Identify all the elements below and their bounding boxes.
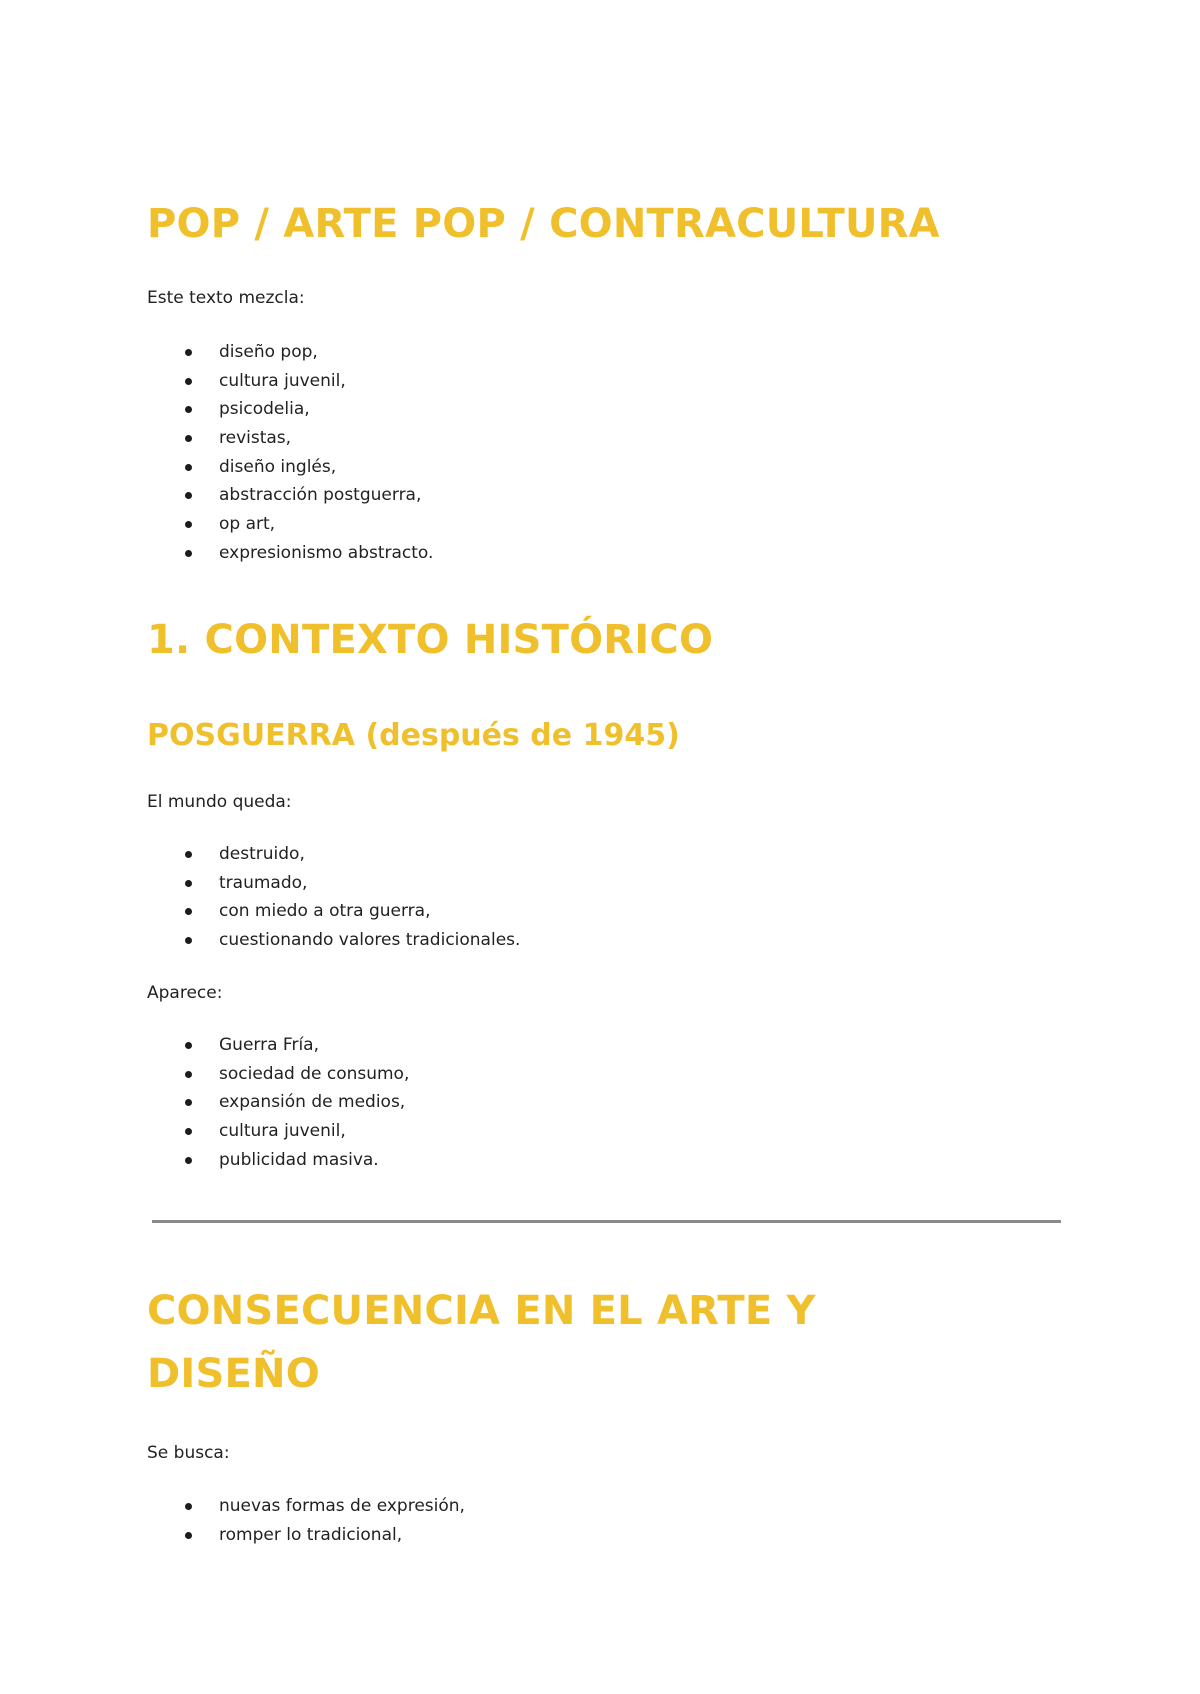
list-item: sociedad de consumo,	[147, 1060, 409, 1089]
list-item: traumado,	[147, 869, 520, 898]
subheading-posguerra: POSGUERRA (después de 1945)	[147, 718, 680, 753]
list-item: publicidad masiva.	[147, 1146, 409, 1175]
bullet-icon	[185, 349, 192, 356]
list-item: psicodelia,	[147, 395, 433, 424]
list-item: con miedo a otra guerra,	[147, 897, 520, 926]
paragraph-se-busca: Se busca:	[147, 1443, 230, 1463]
document-title: POP / ARTE POP / CONTRACULTURA	[147, 201, 940, 247]
bullet-icon	[185, 1157, 192, 1164]
bullet-icon	[185, 1099, 192, 1106]
bullet-icon	[185, 1503, 192, 1510]
list-item: abstracción postguerra,	[147, 481, 433, 510]
list-item: destruido,	[147, 840, 520, 869]
bullet-icon	[185, 937, 192, 944]
bullet-icon	[185, 908, 192, 915]
list-item: expresionismo abstracto.	[147, 539, 433, 568]
section-heading-consecuencia-line2: DISEÑO	[147, 1351, 320, 1397]
intro-list	[147, 338, 433, 568]
paragraph-mundo-queda: El mundo queda:	[147, 792, 292, 812]
bullet-icon	[185, 406, 192, 413]
bullet-icon	[185, 851, 192, 858]
list-item: Guerra Fría,	[147, 1031, 409, 1060]
bullet-icon	[185, 1532, 192, 1539]
list-item: diseño pop,	[147, 338, 433, 367]
bullet-icon	[185, 378, 192, 385]
list-item: expansión de medios,	[147, 1088, 409, 1117]
bullet-icon	[185, 550, 192, 557]
bullet-icon	[185, 1128, 192, 1135]
bullet-icon	[185, 521, 192, 528]
bullet-icon	[185, 464, 192, 471]
list-item: revistas,	[147, 424, 433, 453]
list-mundo-queda	[147, 840, 520, 955]
bullet-icon	[185, 1071, 192, 1078]
bullet-icon	[185, 880, 192, 887]
bullet-icon	[185, 435, 192, 442]
list-item: op art,	[147, 510, 433, 539]
section-heading-contexto: 1. CONTEXTO HISTÓRICO	[147, 617, 714, 663]
bullet-icon	[185, 492, 192, 499]
list-se-busca	[147, 1492, 465, 1549]
list-item: cultura juvenil,	[147, 367, 433, 396]
list-item: cultura juvenil,	[147, 1117, 409, 1146]
list-aparece	[147, 1031, 409, 1174]
section-heading-consecuencia-line1: CONSECUENCIA EN EL ARTE Y	[147, 1288, 816, 1334]
list-item: cuestionando valores tradicionales.	[147, 926, 520, 955]
intro-paragraph: Este texto mezcla:	[147, 288, 305, 308]
bullet-icon	[185, 1042, 192, 1049]
list-item: nuevas formas de expresión,	[147, 1492, 465, 1521]
list-item: romper lo tradicional,	[147, 1521, 465, 1550]
paragraph-aparece: Aparece:	[147, 983, 223, 1003]
horizontal-divider	[152, 1220, 1061, 1223]
list-item: diseño inglés,	[147, 453, 433, 482]
